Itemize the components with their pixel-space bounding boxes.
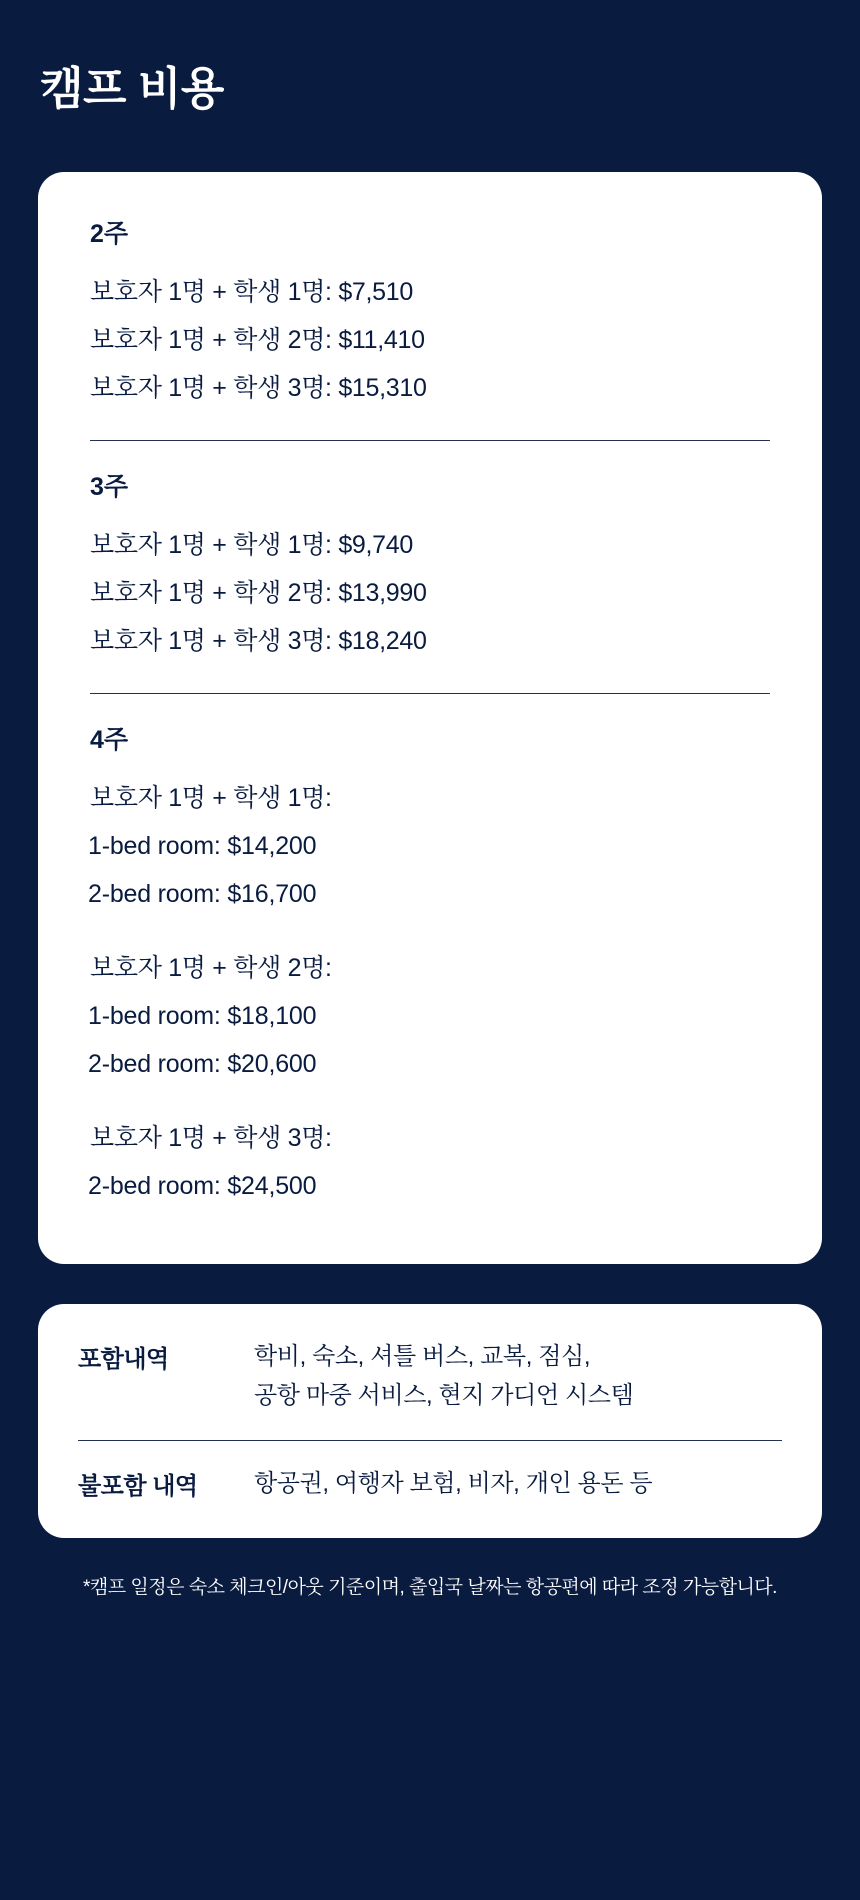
- room-price-line: 2-bed room: $20,600: [88, 1050, 317, 1078]
- cost-subgroup: [90, 774, 770, 918]
- footnote: *캠프 일정은 숙소 체크인/아웃 기준이며, 출입국 날짜는 항공편에 따라 조정 가능합니다.: [83, 1576, 777, 1598]
- included-value-line1: 학비, 숙소, 셔틀 버스, 교복, 점심,: [254, 1343, 591, 1370]
- included-row: [78, 1338, 782, 1416]
- cost-line: 보호자 1명 + 학생 3명: $18,240: [90, 627, 427, 655]
- included-value: [254, 1338, 633, 1416]
- subgroup-heading: 보호자 1명 + 학생 2명:: [90, 954, 332, 982]
- group-heading: 3주: [90, 473, 129, 501]
- excluded-value: 항공권, 여행자 보험, 비자, 개인 용돈 등: [254, 1469, 653, 1497]
- included-value-line2: 공항 마중 서비스, 현지 가디언 시스템: [254, 1381, 634, 1409]
- room-price-line: 1-bed room: $14,200: [88, 832, 317, 860]
- cost-line: 보호자 1명 + 학생 1명: $9,740: [90, 531, 413, 559]
- group-heading: 2주: [90, 220, 129, 248]
- subgroup-heading: 보호자 1명 + 학생 3명:: [90, 1124, 332, 1152]
- cost-line: 보호자 1명 + 학생 2명: $13,990: [90, 579, 427, 607]
- excluded-label: 불포함 내역: [78, 1472, 198, 1500]
- room-price-line: 2-bed room: $16,700: [88, 880, 317, 908]
- room-price-line: 2-bed room: $24,500: [88, 1172, 317, 1200]
- group-heading: 4주: [90, 726, 129, 754]
- cost-line: 보호자 1명 + 학생 2명: $11,410: [90, 326, 425, 354]
- cost-group-2weeks: [90, 214, 770, 412]
- cost-line: 보호자 1명 + 학생 3명: $15,310: [90, 374, 427, 402]
- subgroup-heading: 보호자 1명 + 학생 1명:: [90, 784, 332, 812]
- inclusion-card: [38, 1304, 822, 1538]
- page-title: 캠프 비용: [40, 63, 224, 114]
- cost-group-4weeks: [90, 720, 770, 1210]
- cost-card: [38, 172, 822, 1264]
- inclusion-divider: [78, 1440, 782, 1441]
- cost-subgroup: [90, 1114, 770, 1210]
- excluded-row: [78, 1465, 782, 1504]
- section-divider: [90, 693, 770, 694]
- cost-subgroup: [90, 944, 770, 1088]
- room-price-line: 1-bed room: $18,100: [88, 1002, 317, 1030]
- cost-group-3weeks: [90, 467, 770, 665]
- section-divider: [90, 440, 770, 441]
- included-label: 포함내역: [78, 1346, 169, 1373]
- cost-line: 보호자 1명 + 학생 1명: $7,510: [90, 278, 413, 306]
